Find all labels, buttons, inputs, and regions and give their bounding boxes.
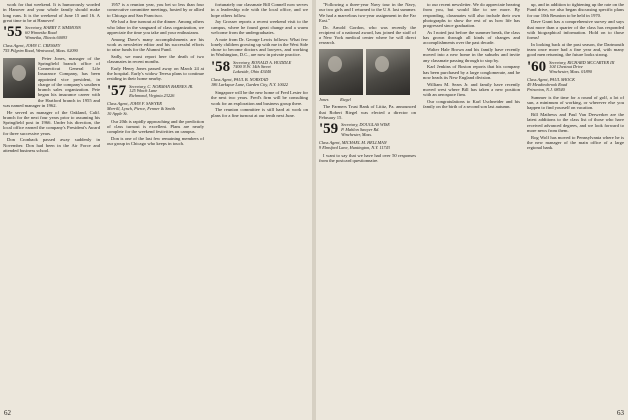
paragraph: William M. Sears Jr. and family have recently moved west where Bill has taken a new position with an aerospace firm. xyxy=(423,81,520,97)
class-heading-55 xyxy=(3,26,100,41)
class-heading-60 xyxy=(527,58,624,76)
class-agent-info: Class Agent, PAUL SHOCK 49 Meadowbrook Road Princeton, N.J. 08540 xyxy=(527,77,575,93)
paragraph: The reunion committee is still hard at work on plans for a fine turnout at our tenth next June. xyxy=(211,107,308,118)
paragraph: In looking back at the past season, the Dartmouth team once more had a fine year and, with many good men returning, the future looks strong. xyxy=(527,41,624,58)
paragraph: Don is one of the last few remaining members of our group in Chicago who keeps in touch. xyxy=(107,136,204,147)
paragraph: Dave Grant has a comprehensive survey and says that more than a quarter of the class has responded with biographical information. Hold on to those forms! xyxy=(527,19,624,40)
paragraph: Our 20th is rapidly approaching and the prediction of class turnout is excellent. Plans are nearly complete for the weekend festivities on campus. xyxy=(107,118,204,135)
class-year: '58 xyxy=(211,58,231,75)
paragraph: We had a fine turnout at the dinner. Among others who labor in the vanguard of class organization, we appreciate the time you take and your enthusiasm. xyxy=(107,19,204,35)
paragraph: The Farmers Trust Bank of Lititz, Pa. announced that Robert Riegel was elected a director on February 15. xyxy=(319,104,416,120)
class-agent-info: Class Agent, PAUL B. NORSTAD 186 Larkspur Lane, Garden City, N.Y. 10022 xyxy=(211,77,289,88)
paragraph: fortunately our classmate Bill Connell now serves in a leadership role with the local office, and we hope others follow. xyxy=(211,2,308,18)
paragraph: "Following a three-year Navy tour in the Navy, our two girls and I returned to the U.S. last summer. We had a marvelous two-year assignment in the Far East." xyxy=(319,2,416,23)
page-number: 62 xyxy=(4,409,11,417)
class-secretary-info: Secretary, RICHARD MCCARTER III 104 Chestnut Drive Winchester, Mass. 01890 xyxy=(549,59,615,75)
paragraph: Don Cronback passed away suddenly in November. Don had been in the Air Force and attended business school. xyxy=(3,137,100,153)
class-secretary-info: Secretary, RONALD A. HUDDLE 7400 N.W. 14th Street Lakeside, Ohio 43440 xyxy=(233,59,292,75)
paragraph: Summer is the time for a round of golf, a lot of sun, a minimum of working, or wherever else you happen to find yourself on vacation. xyxy=(527,94,624,111)
classmate-photo xyxy=(319,49,363,95)
class-agent-info: Class Agent, JOHN F. SAWYER Merrill, Lynch, Pierce, Fenner & Smith 10 Apple St. xyxy=(107,101,175,117)
class-heading-59 xyxy=(319,123,416,138)
paragraph: Sadly, we must report here the death of two classmates in recent months. xyxy=(107,53,204,64)
paragraph: He served as manager of the Oakland, Calif. branch for the next four years prior to assuming his Springfield post in 1966. Under his direction, the local office earned the company's President's Award for three successive years. xyxy=(3,109,100,136)
paragraph: Bill Mathews and Paul Van Derwerker are the latest additions to the class list of those who have received advanced degrees, and we look forward to more news from them. xyxy=(527,112,624,133)
class-year: '55 xyxy=(3,24,23,40)
class-heading-57 xyxy=(107,82,204,100)
paragraph: Walter Hale Brown and his family have recently moved into a new home in the suburbs and invite any classmate passing through to stop by. xyxy=(423,47,520,63)
left-column-1 xyxy=(3,2,100,406)
left-page xyxy=(0,0,312,420)
page-number: 63 xyxy=(617,409,624,417)
paragraph: Early Henry Jones passed away on March 24 at the hospital. Early's widow Teresa plans to continue residing in their home nearby. xyxy=(107,65,204,82)
class-year: '60 xyxy=(527,58,547,75)
classmate-photo xyxy=(366,49,410,95)
paragraph: As I noted just before the summer break, the class has grown through all kinds of changes and accomplishments over the past decade. xyxy=(423,29,520,46)
paragraph: Singapore will be the new home of Fred Lester for the next two years. Fred's firm will be consulting work for an exploration and business group there. xyxy=(211,90,308,106)
class-agent-info: Class Agent, MICHAEL M. HELLMAN 9 Elmsford Lane, Huntington, N.Y. 11743 xyxy=(319,139,390,150)
paragraph: up, and in addition to tightening up the rate on the Fund drive, we also began discussing specific plans for our 10th Reunion to be held in 1970. xyxy=(527,2,624,18)
classmate-photo xyxy=(3,58,35,98)
photo-row xyxy=(319,47,416,97)
paragraph: Among Dave's many accomplishments are his work as newsletter editor and his successful efforts to raise funds for the Alumni Fund. xyxy=(107,36,204,52)
paragraph: Our congratulations to Karl Uschneider and his family on the birth of a second son last autumn. xyxy=(423,98,520,109)
class-secretary-info: Secretary, HARRY T. SIMMONS 60 Winnetka Road Winnetka, Illinois 60093 xyxy=(25,25,81,40)
caption-left: Jones xyxy=(319,97,329,102)
left-column-3 xyxy=(211,2,308,406)
class-agent-info: Class Agent, JOHN C. CRESSEY 755 Pilgrim Road, Wentwood, Mass. 02090 xyxy=(3,42,78,53)
paragraph: work for that weekend. It is humorously worded in Hanover and your whole family should make long runs. It is the weekend of June 15 and 16. A great time to be at Hanover! xyxy=(3,2,100,23)
paragraph: Rog Wolf has moved to Pennsylvania where he is the new manager of the main office of a large regional bank. xyxy=(527,134,624,151)
class-secretary-info: Secretary, C. NORMAN BARNES JR. 125 Winch Lane Richmond, Virginia 23226 xyxy=(129,83,194,99)
paragraph: I want to say that we have had over 50 responses from the postcard questionnaire. xyxy=(319,152,416,163)
class-year: '57 xyxy=(107,82,127,99)
left-column-2 xyxy=(107,2,204,406)
paragraph: Peter Jones, manager of the Springfield branch office of Connecticut General Life Insurance Company, has been appointed vice president, in charge of the company's southern branch sales organization. Pete began his insurance career with the Hartford branch in 1955 and was named manager in 1962. xyxy=(3,55,100,108)
right-column-2 xyxy=(423,2,520,406)
caption-right: Riegel xyxy=(340,97,351,102)
paragraph: Jay Grosser reports a recent weekend visit to the campus, where he found great change and a warm welcome from the undergraduates. xyxy=(211,19,308,35)
paragraph: 1957 is a reunion year, you bet so less than four consecutive committee meetings, hosted by or allied to Chicago and San Francisco. xyxy=(107,2,204,18)
class-secretary-info: Secretary, DOUGLAS WISE P. Mahlon Sawyer Rd. Winchester, Mass. xyxy=(341,122,390,137)
paragraph: Karl Jenkins of Boston reports that his company has been purchased by a large conglomerate, and he now heads its New England division. xyxy=(423,64,520,80)
paragraph: to our recent newsletter. We do appreciate hearing from you, but would like to see more. By responding, classmates will also include their own photographs to show the rest of us how life has progressed since graduation. xyxy=(423,2,520,28)
right-page xyxy=(316,0,628,420)
paragraph: Dr. Arnold Gordon, who was recently the recipient of a national award, has joined the staff of a New York medical center where he will direct research. xyxy=(319,24,416,46)
paragraph: A note from Dr. George Lewis follows: What few lonely children growing up with me in the West Side chose to become doctors and lawyers, and working in Washington, D.C., are now in private practice. xyxy=(211,36,308,58)
class-heading-58 xyxy=(211,58,308,76)
right-column-3 xyxy=(527,2,624,406)
photo-caption xyxy=(319,97,416,102)
right-column-1 xyxy=(319,2,416,406)
class-year: '59 xyxy=(319,121,339,137)
